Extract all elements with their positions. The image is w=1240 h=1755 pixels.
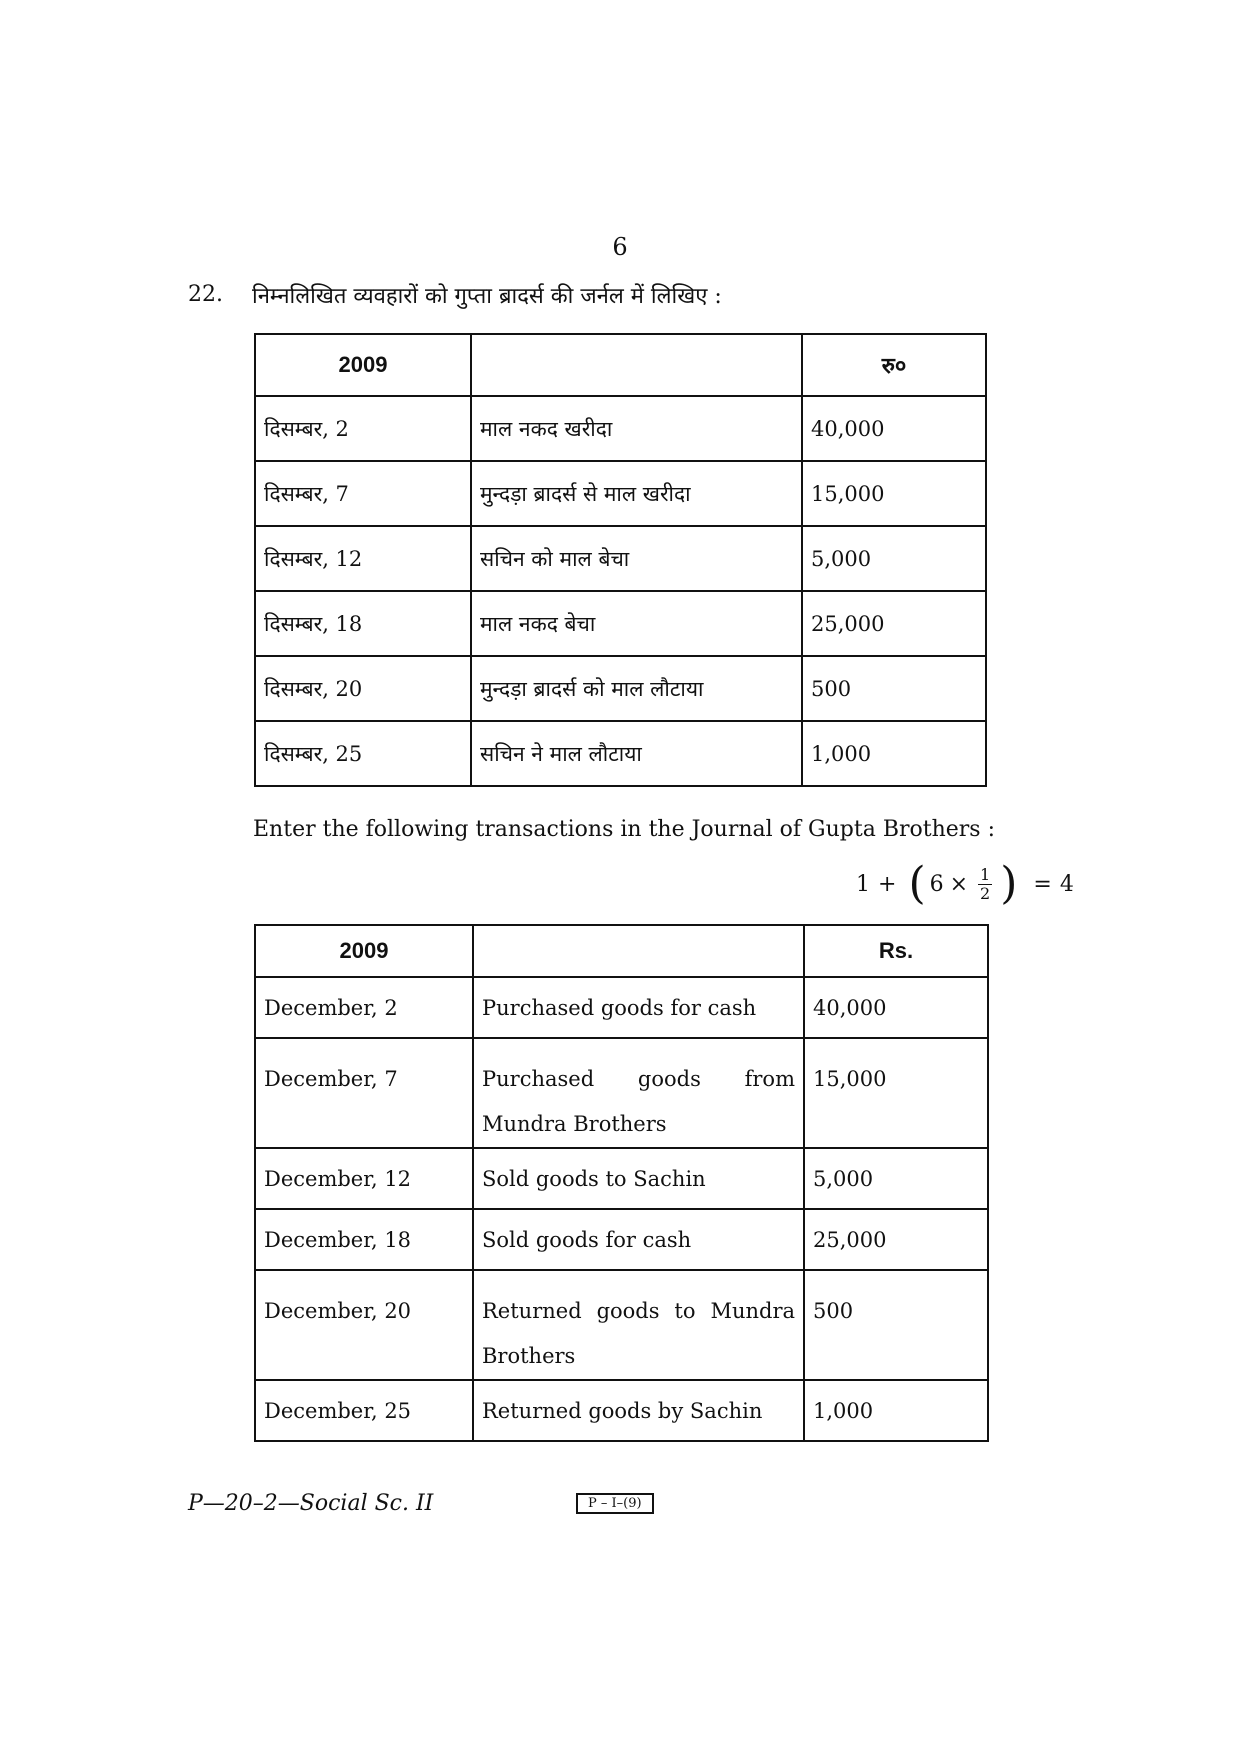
- table-row: [255, 1380, 988, 1441]
- table-row: [255, 1148, 988, 1209]
- marks-allocation: [856, 858, 1074, 909]
- table-row: [255, 656, 986, 721]
- row-amount: 1,000: [804, 1380, 988, 1441]
- fraction-numerator: 1: [980, 864, 991, 884]
- row-date: दिसम्बर, 18: [255, 591, 471, 656]
- table-header-row: [255, 334, 986, 396]
- row-date: दिसम्बर, 7: [255, 461, 471, 526]
- row-amount: 40,000: [804, 977, 988, 1038]
- table-row: [255, 977, 988, 1038]
- row-date: December, 7: [255, 1038, 473, 1148]
- row-amount: 5,000: [802, 526, 986, 591]
- header-year: 2009: [255, 334, 471, 396]
- table-row: [255, 1209, 988, 1270]
- row-description: Returned goods by Sachin: [473, 1380, 804, 1441]
- row-description: मुन्दड़ा ब्रादर्स को माल लौटाया: [471, 656, 802, 721]
- row-amount: 5,000: [804, 1148, 988, 1209]
- row-description-text: Returned goods to Mundra Brothers: [482, 1299, 795, 1368]
- question-text-english: Enter the following transactions in the Journal of Gupta Brothers :: [253, 817, 995, 842]
- row-description: सचिन को माल बेचा: [471, 526, 802, 591]
- table-row: [255, 1038, 988, 1148]
- row-date: दिसम्बर, 25: [255, 721, 471, 786]
- row-amount: 15,000: [804, 1038, 988, 1148]
- paper-code: P—20–2—Social Sc. II: [188, 1491, 434, 1516]
- fraction: [978, 866, 992, 902]
- row-description: सचिन ने माल लौटाया: [471, 721, 802, 786]
- header-year: 2009: [255, 925, 473, 977]
- close-paren-glyph: ): [1000, 858, 1018, 909]
- header-amount: रु०: [802, 334, 986, 396]
- row-date: December, 20: [255, 1270, 473, 1380]
- marks-b: 6: [929, 871, 944, 897]
- marks-times: ×: [949, 871, 969, 897]
- row-amount: 500: [804, 1270, 988, 1380]
- row-description: [473, 1270, 804, 1380]
- row-date: दिसम्बर, 2: [255, 396, 471, 461]
- row-description: माल नकद खरीदा: [471, 396, 802, 461]
- row-description: माल नकद बेचा: [471, 591, 802, 656]
- row-amount: 1,000: [802, 721, 986, 786]
- row-amount: 25,000: [802, 591, 986, 656]
- english-transactions-table: [254, 924, 989, 1442]
- row-description: Purchased goods for cash: [473, 977, 804, 1038]
- page-number: 6: [612, 233, 628, 261]
- row-amount: 25,000: [804, 1209, 988, 1270]
- open-paren-glyph: (: [908, 858, 926, 909]
- table-row: [255, 1270, 988, 1380]
- marks-plus: +: [878, 871, 897, 897]
- table-header-row: [255, 925, 988, 977]
- paper-set-box: P – I–(9): [576, 1493, 654, 1514]
- marks-total: 4: [1059, 871, 1074, 897]
- marks-equals: =: [1033, 871, 1052, 897]
- header-amount: Rs.: [804, 925, 988, 977]
- row-description: Sold goods to Sachin: [473, 1148, 804, 1209]
- row-date: December, 25: [255, 1380, 473, 1441]
- marks-a: 1: [856, 871, 870, 897]
- row-date: दिसम्बर, 20: [255, 656, 471, 721]
- row-date: December, 2: [255, 977, 473, 1038]
- row-amount: 15,000: [802, 461, 986, 526]
- question-text-hindi: निम्नलिखित व्यवहारों को गुप्ता ब्रादर्स की जर्नल में लिखिए :: [252, 284, 722, 309]
- row-date: December, 18: [255, 1209, 473, 1270]
- fraction-denominator: 2: [980, 883, 991, 903]
- row-amount: 40,000: [802, 396, 986, 461]
- row-date: दिसम्बर, 12: [255, 526, 471, 591]
- header-description: [471, 334, 802, 396]
- row-description-text: Purchased goods from Mundra Brothers: [482, 1067, 795, 1136]
- row-description: Sold goods for cash: [473, 1209, 804, 1270]
- row-description: मुन्दड़ा ब्रादर्स से माल खरीदा: [471, 461, 802, 526]
- table-row: [255, 396, 986, 461]
- table-row: [255, 591, 986, 656]
- table-row: [255, 526, 986, 591]
- row-amount: 500: [802, 656, 986, 721]
- table-row: [255, 461, 986, 526]
- row-description: [473, 1038, 804, 1148]
- row-date: December, 12: [255, 1148, 473, 1209]
- question-number: 22.: [188, 282, 223, 307]
- hindi-transactions-table: [254, 333, 987, 787]
- table-row: [255, 721, 986, 786]
- header-description: [473, 925, 804, 977]
